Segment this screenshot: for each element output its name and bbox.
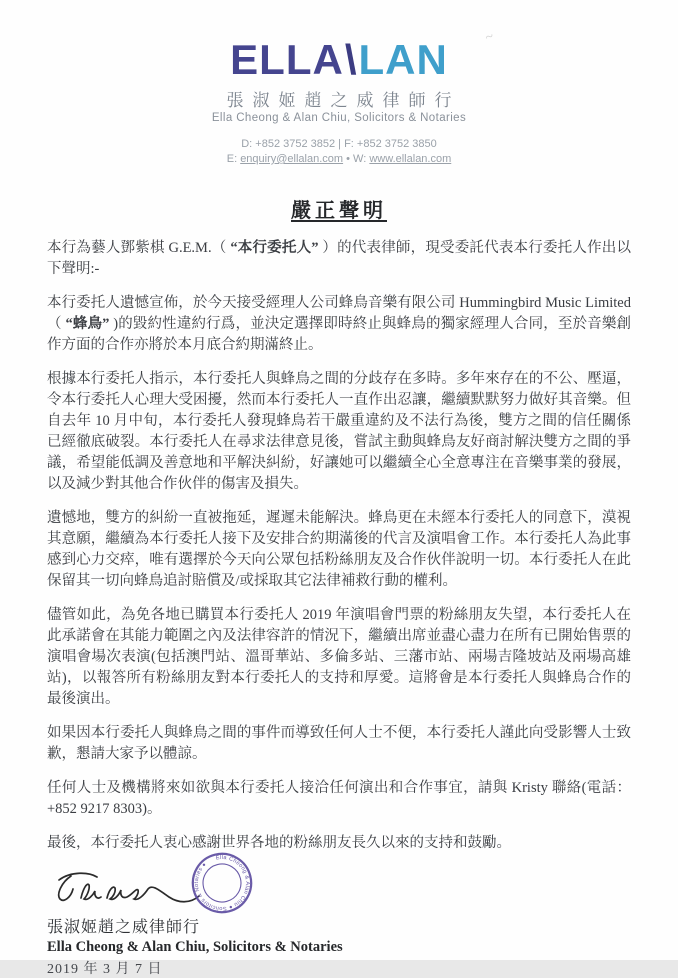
firm-logo (0, 36, 678, 83)
contact-block (0, 137, 678, 167)
phone-fax-line: D: +852 3752 3852 | F: +852 3752 3850 (241, 138, 437, 150)
svg-text:Ella Cheong & Alan Chiu ● Soli (188, 849, 256, 917)
signature-block (47, 854, 467, 978)
email-link[interactable]: enquiry@ellalan.com (240, 153, 344, 165)
paragraph-text: 最後，本行委托人衷心感謝世界各地的粉絲朋友長久以來的支持和鼓勵。 (47, 835, 511, 851)
signature-firm-english: Ella Cheong & Alan Chiu, Solicitors & Notaries (47, 939, 343, 955)
paragraph-text: 任何人士及機構將來如欲與本行委托人接洽任何演出和合作事宜，請與 Kristy 聯絡(電話：+852 9217 8303)。 (47, 780, 631, 817)
paragraph-text: 本行委托人遺憾宣佈，於今天接受經理人公司蜂鳥音樂有限公司 Hummingbird Music Limited（ (47, 295, 631, 332)
statement-paragraph (47, 833, 631, 854)
logo-text-lan: LAN (358, 36, 448, 83)
paragraph-text: ）的代表律師，現受委託代表本行委托人作出以下聲明:- (47, 240, 631, 277)
scan-artifact: ~ (483, 29, 496, 46)
statement-title: 嚴正聲明 (291, 200, 387, 222)
stamp-ring-text: Ella Cheong & Alan Chiu ● Solicitors & Notaries ● (193, 854, 251, 912)
separator-dot: • (343, 153, 354, 165)
signature-firm-chinese: 張淑姬趙之威律師行 (47, 919, 201, 936)
email-label: E: (226, 153, 241, 165)
logo-slash-icon: \ (344, 36, 358, 83)
statement-date: 2019 年 3 月 7 日 (47, 962, 163, 977)
statement-paragraph (47, 508, 631, 592)
statement-paragraph (47, 778, 631, 820)
logo-text-ella: ELLA (230, 36, 344, 83)
statement-paragraph (47, 723, 631, 765)
statement-paragraph (47, 238, 631, 280)
firm-name-english: Ella Cheong & Alan Chiu, Solicitors & Notaries (211, 112, 467, 124)
firm-name-chinese: 張淑姬趙之威律師行 (226, 91, 461, 110)
defined-term: “本行委托人” (230, 240, 319, 256)
statement-body (47, 238, 631, 854)
letterhead (0, 0, 678, 167)
paragraph-text: 遺憾地，雙方的糾紛一直被拖延，遲遲未能解決。蜂鳥更在未經本行委托人的同意下，漠視其意願，繼續為本行委托人接下及安排合約期滿後的代言及演唱會工作。本行委托人為此事感到心力交瘁，唯有選擇於今天向公眾包括粉絲朋友及合作伙伴說明一切。本行委托人在此保留其一切向蜂鳥追討賠償及/或採取其它法律補救行動的權利。 (47, 510, 631, 589)
statement-paragraph (47, 369, 631, 495)
paragraph-text: 本行為藝人鄧紫棋 G.E.M.（ (47, 240, 231, 256)
website-link[interactable]: www.ellalan.com (369, 153, 452, 165)
statement-paragraph (47, 605, 631, 710)
statement-paragraph (47, 293, 631, 356)
defined-term: “蜂鳥” (65, 316, 110, 332)
paragraph-text: 儘管如此，為免各地已購買本行委托人 2019 年演唱會門票的粉絲朋友失望，本行委托人在此承諾會在其能力範圍之內及法律容許的情況下，繼續出席並盡心盡力在所有已開始售票的演唱會場次表演(包括澳門站、溫哥華站、多倫多站、三藩市站、兩場吉隆坡站及兩場高雄站)，以報答所有粉絲朋友對本行委托人的支持和厚愛。這將會是本行委托人與蜂鳥合作的最後演出。 (47, 607, 631, 707)
email-web-line (0, 152, 678, 167)
paragraph-text: 如果因本行委托人與蜂鳥之間的事件而導致任何人士不便，本行委托人謹此向受影響人士致歉，懇請大家予以體諒。 (47, 725, 631, 762)
paragraph-text: )的毀約性違約行爲，並決定選擇即時終止與蜂鳥的獨家經理人合同，至於音樂創作方面的合作亦將於本月底合約期滿終止。 (47, 316, 632, 353)
web-label: W: (353, 153, 370, 165)
paragraph-text: 根據本行委托人指示，本行委托人與蜂鳥之間的分歧存在多時。多年來存在的不公、壓逼，令本行委托人心理大受困擾，然而本行委托人一直作出忍讓，繼續默默努力做好其音樂。但自去年 10 月中旬，本行委托人發現蜂鳥若干嚴重違約及不法行為後，雙方之間的信任關係已經徹底破裂。本行委托人在尋求法律意見後，嘗試主動與蜂鳥友好商討解決雙方之間的爭議，希望能低調及善意地和平解決糾紛，好讓她可以繼續全心全意專注在音樂事業的發展，以及減少對其他合作伙伴的傷害及損失。 (47, 371, 631, 492)
